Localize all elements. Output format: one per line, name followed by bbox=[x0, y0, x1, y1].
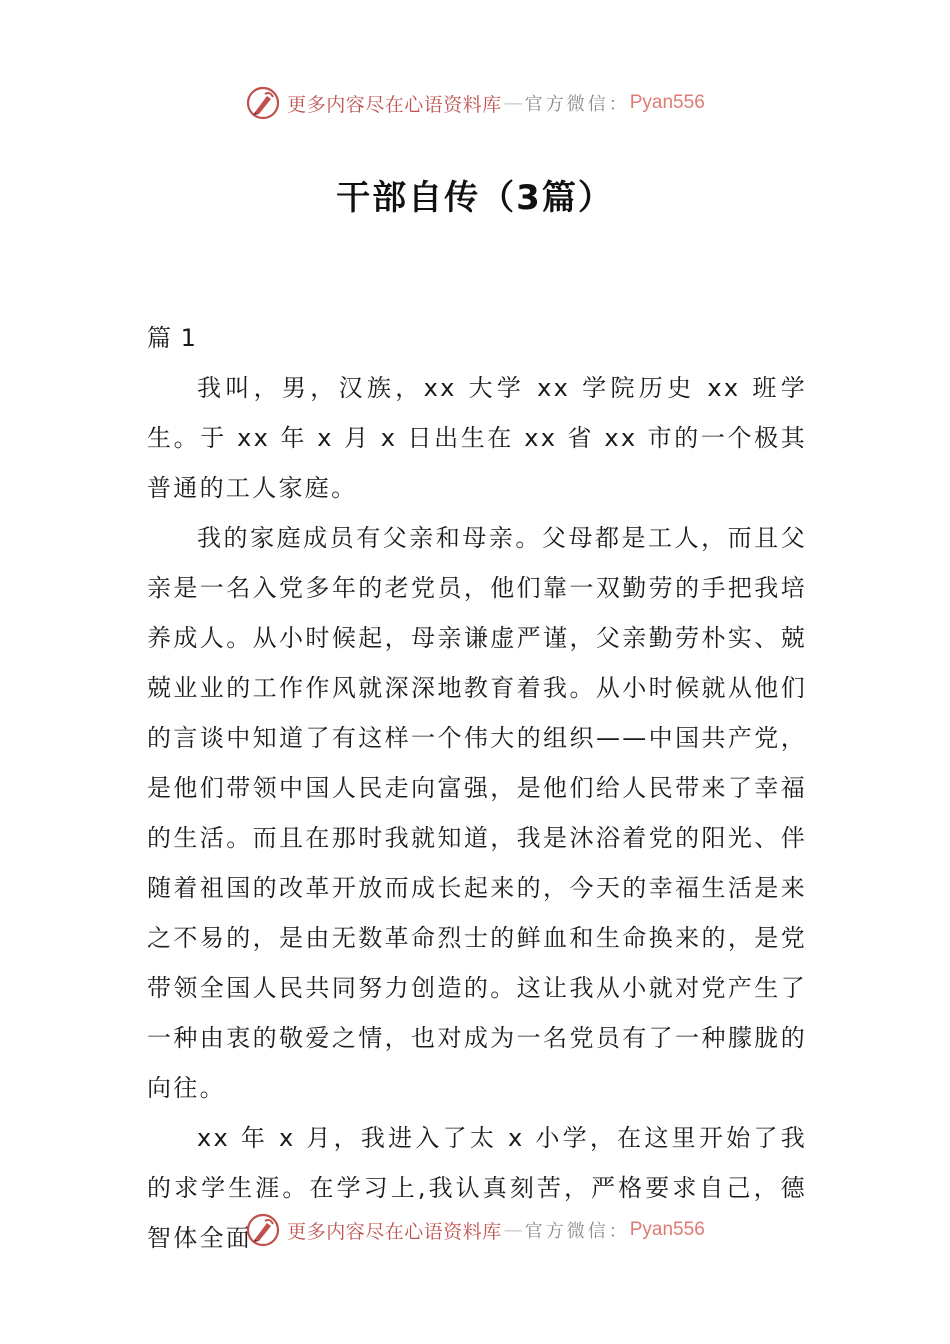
banner-official-label: 官方微信： bbox=[524, 94, 630, 115]
pen-nib-logo-icon bbox=[245, 1212, 281, 1248]
document-body bbox=[147, 313, 807, 1263]
section-heading: 篇 1 bbox=[147, 324, 197, 352]
banner-brand-text: 更多内容尽在心语资料库 bbox=[287, 1220, 502, 1243]
footer-banner bbox=[0, 1208, 950, 1252]
document-title: 干部自传（3篇） bbox=[336, 178, 614, 218]
header-banner bbox=[0, 81, 950, 125]
banner-wechat-id: Pyan556 bbox=[629, 92, 705, 113]
banner-official-label: 官方微信： bbox=[524, 1221, 630, 1242]
body-paragraph: 我叫，男，汉族，xx 大学 xx 学院历史 xx 班学生。于 xx 年 x 月 x 日出生在 xx 省 xx 市的一个极其普通的工人家庭。 bbox=[147, 374, 807, 502]
banner-brand-text: 更多内容尽在心语资料库 bbox=[287, 93, 502, 116]
banner-separator: — bbox=[503, 1219, 523, 1241]
banner-wechat-id: Pyan556 bbox=[629, 1219, 705, 1240]
banner-separator: — bbox=[503, 92, 523, 114]
body-paragraph: 我的家庭成员有父亲和母亲。父母都是工人，而且父亲是一名入党多年的老党员，他们靠一双勤劳的手把我培养成人。从小时候起，母亲谦虚严谨，父亲勤劳朴实、兢兢业业的工作作风就深深地教育着我。从小时候就从他们的言谈中知道了有这样一个伟大的组织——中国共产党，是他们带领中国人民走向富强，是他们给人民带来了幸福的生活。而且在那时我就知道，我是沐浴着党的阳光、伴随着祖国的改革开放而成长起来的，今天的幸福生活是来之不易的，是由无数革命烈士的鲜血和生命换来的，是党带领全国人民共同努力创造的。这让我从小就对党产生了一种由衷的敬爱之情，也对成为一名党员有了一种朦胧的向往。 bbox=[147, 524, 807, 1102]
body-paragraph: xx 年 x 月，我进入了太 x 小学，在这里开始了我的求学生涯。在学习上,我认真刻苦，严格要求自己，德智体全面 bbox=[147, 1124, 807, 1252]
pen-nib-logo-icon bbox=[245, 85, 281, 121]
